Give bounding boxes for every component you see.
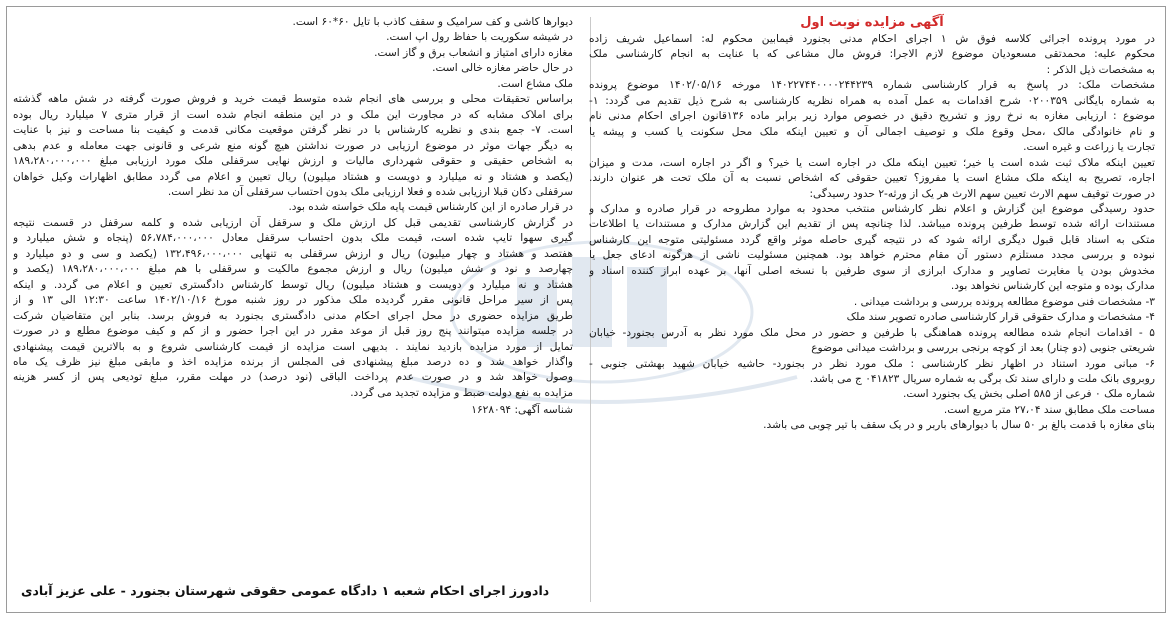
text-line: حدود رسیدگی موضوع این گزارش و اعلام نظر کارشناس منتخب محدود به موارد مطروحه در قرار صادره و مدارک و	[589, 202, 1155, 215]
text-line: ۵ - اقدامات انجام شده مطالعه پرونده هماهنگی با طرفین و حضور در محل ملک مورد نظر به آدرس بجنورد- خیابان	[589, 326, 1155, 339]
text-line: نبوده و بررسی مجدد مستلزم دستور آن مقام محترم خواهد بود. همچنین مسئولیت ناشی از هرگونه ادعای جعل یا	[589, 249, 1155, 262]
text-line: چهارصد و نود و شش میلیون) ریال و ارزش مجموع مالکیت و سرقفلی با هم مبلغ ۱۸۹،۲۸۰،۰۰۰،۰۰۰ (یکصد و	[13, 263, 573, 276]
auction-notice	[6, 6, 1166, 613]
text-line: تمایل از مورد مزایده بازدید نمایند . بدیهی است مزایده از قیمت کارشناسی شروع و به بالاترین قیمت پیشنهادی	[13, 340, 573, 353]
text-line: مخدوش بودن یا مغایرت تصاویر و مدارک ابرازی از سوی طرفین با نسخه اصلی آنها، بر عهده ابراز کننده اسناد و	[589, 264, 1155, 277]
text-line: در صورت توقیف سهم الارث تعیین سهم الارث هر یک از ورثه-۲ حدود رسیدگی:	[809, 187, 1155, 200]
text-line: واگذار خواهد شد و ده درصد مبلغ پیشنهادی فی المجلس از برنده مزایده اخذ و مابقی مبلغ نیز ظرف یک ماه	[13, 355, 573, 368]
text-line: در شیشه سکوریت با حفاظ رول اپ است.	[386, 31, 573, 44]
text-line: هفتصد و هشتاد و چهار میلیون) ریال و ارزش سرقفلی به تنهایی ۱۳۲،۴۹۶،۰۰۰،۰۰۰ (یکصد و سی و دو میلیارد و	[13, 247, 573, 260]
text-line: تجارت یا زراعت و غیره است.	[1023, 141, 1155, 154]
text-line: به شماره بایگانی ۰۲۰۰۳۵۹ شرح اقدامات به عمل آمده به همراه نظریه کارشناسی به شرح ذیل تقدیم می گردد: ۱-	[589, 94, 1155, 107]
text-line: دیوارها کاشی و کف سرامیک و سقف کاذب با تایل ۶۰*۶۰ است.	[292, 16, 573, 28]
text-line: ۳- مشخصات فنی موضوع مطالعه پرونده بررسی و برداشت میدانی .	[853, 295, 1155, 308]
text-line: (یکصد و هشتاد و نه میلیارد و دویست و هشتاد میلیون) ریال تعیین و اعلام می گردد مطابق اظهارات وکیل خواهان	[13, 170, 573, 183]
text-line: ملک مشاع است.	[497, 77, 573, 90]
text-line: مستندات ارائه شده توسط طرفین پرونده میباشد. لذا چنانچه پس از تقدیم این گزارش مدارک و مستندات یا اطلاعات	[589, 218, 1155, 231]
text-line: اجاره، تصریح به اینکه ملک مشاع است یا مفروز؟ تعیین حقوقی که اشخاص نسبت به آن ملک تحت هر عنوان دارند.	[589, 172, 1155, 185]
text-line: تعیین اینکه ملاک ثبت شده است یا خیر؛ تعیین اینکه ملک در اجاره است یا خیر؟ و اگر در اجاره است، مدت و میزان	[589, 156, 1155, 169]
text-line: متکی به اسناد قابل قبول دیگری ارائه شود که در نتیجه گیری حاصله موثر واقع گردد مسئولیتی متوجه این کارشناس	[589, 233, 1155, 246]
text-line: است. ۷- جمع بندی و نظریه کارشناس با در نظر گرفتن موقعیت مکانی قدمت و کیفیت بنا مساحت و نیز با عنایت	[13, 124, 573, 137]
text-line: پس از سیر مراحل قانونی مقرر گردیده ملک مذکور در روز شنبه مورخ ۱۴۰۲/۱۰/۱۶ ساعت ۱۲:۳۰ الی ۱۳ و از	[13, 294, 573, 307]
text-line: مزایده به نفع دولت ضبط و مزایده تجدید می گردد.	[350, 386, 573, 399]
text-line: در گزارش کارشناسی تقدیمی قبل کل ارزش ملک و سرقفل آن ارزیابی شده و کلمه سرقفل در قسمت نتیجه	[13, 216, 573, 229]
text-line: طریق مزایده حضوری در محل اجرای احکام مدنی دادگستری بجنورد به فروش برسد. بنابر این متقاضیان شرکت	[13, 309, 573, 322]
text-line: وصول خواهد شد و در صورت عدم پرداخت الباقی (نود درصد) در مهلت مقرر، مبلغ تودیعی پس از کسر هزینه	[13, 371, 573, 384]
text-line: مدارک بوده و متوجه این کارشناس نخواهد بود.	[950, 280, 1155, 293]
text-line: به اشخاص حقیقی و حقوقی شهرداری مالیات و ارزش نهایی سرقفلی ملک مورد ارزیابی مبلغ ۱۸۹،۲۸۰،۰۰۰،۰۰۰	[13, 155, 573, 168]
notice-title: آگهی مزایده نوبت اول	[800, 15, 944, 30]
text-line: هشتاد و نه میلیارد و دویست و هشتاد میلیون) ریال توسط کارشناس دادگستری تعیین و اعلام می گردد. و اینکه	[13, 278, 573, 291]
text-line: مغازه دارای امتیاز و انشعاب برق و گاز است.	[374, 46, 573, 59]
text-line: برای املاک مشابه که در مجاورت این ملک و در این منطقه انجام شده است از قرار متری ۷ میلیارد ریال بوده	[13, 108, 573, 121]
right-column	[589, 15, 1155, 434]
text-line: در قرار صادره از این کارشناس قیمت پایه ملک خواسته شده بود.	[288, 201, 573, 214]
text-line: به مشخصات ذیل الذکر :	[1046, 63, 1155, 76]
text-line: شماره ملک ۰ فرعی از ۵۸۵ اصلی بخش یک بجنورد است.	[902, 388, 1155, 401]
text-line: گیری سهوا تایپ شده است، قیمت ملک بدون احتساب سرقفل معادل ۵۶،۷۸۴،۰۰۰،۰۰۰ (پنجاه و شش میلیارد و	[13, 232, 573, 245]
text-line: در حال حاضر مغازه خالی است.	[432, 62, 573, 75]
signature: دادورز اجرای احکام شعبه ۱ دادگاه عمومی حقوقی شهرستان بجنورد - علی عزیز آبادی	[21, 583, 550, 598]
text-line: سرقفلی دکان قبلا ارزیابی شده و فعلا ارزیابی ملک بدون احتساب سرقفلی آن مد نظر است.	[167, 185, 573, 198]
text-line: براساس تحقیقات محلی و بررسی های انجام شده متوسط قیمت خرید و فروش صورت گرفته در شش ماهه گذشته	[13, 93, 573, 106]
ad-id: شناسه آگهی: ۱۶۲۸۰۹۴	[471, 404, 573, 417]
text-line: ۶- مبانی مورد استناد در اظهار نظر کارشناسی : ملک مورد نظر در بجنورد- حاشیه خیابان شهید بهشتی جنوبی -	[589, 357, 1155, 370]
text-line: در مورد پرونده اجرائی کلاسه فوق ش ۱ اجرای احکام مدنی بجنورد فیمابین محکوم له: اسماعیل شریف زاده	[589, 33, 1155, 45]
text-line: شریعتی جنوبی (دو چنار) بعد از کوچه برنجی بررسی و برداشت میدانی موضوع	[811, 342, 1155, 355]
text-line: روبروی بانک ملت و دارای سند تک برگی به شماره سریال ۰۴۱۸۲۳ ج می باشد.	[809, 372, 1155, 385]
text-line: مشخصات ملک: در پاسخ به قرار کارشناسی شماره ۱۴۰۲۲۷۴۴۰۰۰۰۲۴۴۲۳۹ مورخه ۱۴۰۲/۰۵/۱۶ موضوع پرونده	[589, 79, 1155, 92]
text-line: مساحت ملک مطابق سند ۲۷،۰۴ متر مربع است.	[943, 403, 1155, 416]
text-line: ۴- مشخصات و مدارک حقوقی قرار کارشناسی صادره تصویر سند ملک	[846, 311, 1155, 324]
text-line: موضوع : ارزیابی مغازه به نرخ روز و تشریح دقیق در خصوص موارد زیر برابر ماده ۱۳۶قانون اجرای احکام مدنی نام	[589, 110, 1155, 123]
left-column	[13, 15, 573, 419]
text-line: در جلسه مزایده میتوانند پنج روز قبل از موعد مقرر در این اجرا حضور و از کم و کیف موضوع مطلع و در صورت	[13, 325, 573, 338]
text-line: محکوم علیه: محمدتقی مسعودیان موضوع لازم الاجرا: فروش مال مشاعی که با عنایت به انجام کارشناسی ملک	[589, 48, 1155, 61]
text-line: و نام خانوادگی مالک ،محل وقوع ملک و توصیف اجمالی آن و تعیین اینکه ملک محل سکونت یا کسب و پیشه یا	[589, 125, 1155, 138]
text-line: به دیگر جهات موثر در موضوع ارزیابی در صورت نداشتن هیچ گونه منع شرعی و قانونی جهت معامله و عدم بدهی	[13, 139, 573, 152]
text-line: بنای مغازه با قدمت بالغ بر ۵۰ سال با دیوارهای باربر و در یک سقف با تیر چوبی می باشد.	[763, 419, 1155, 432]
